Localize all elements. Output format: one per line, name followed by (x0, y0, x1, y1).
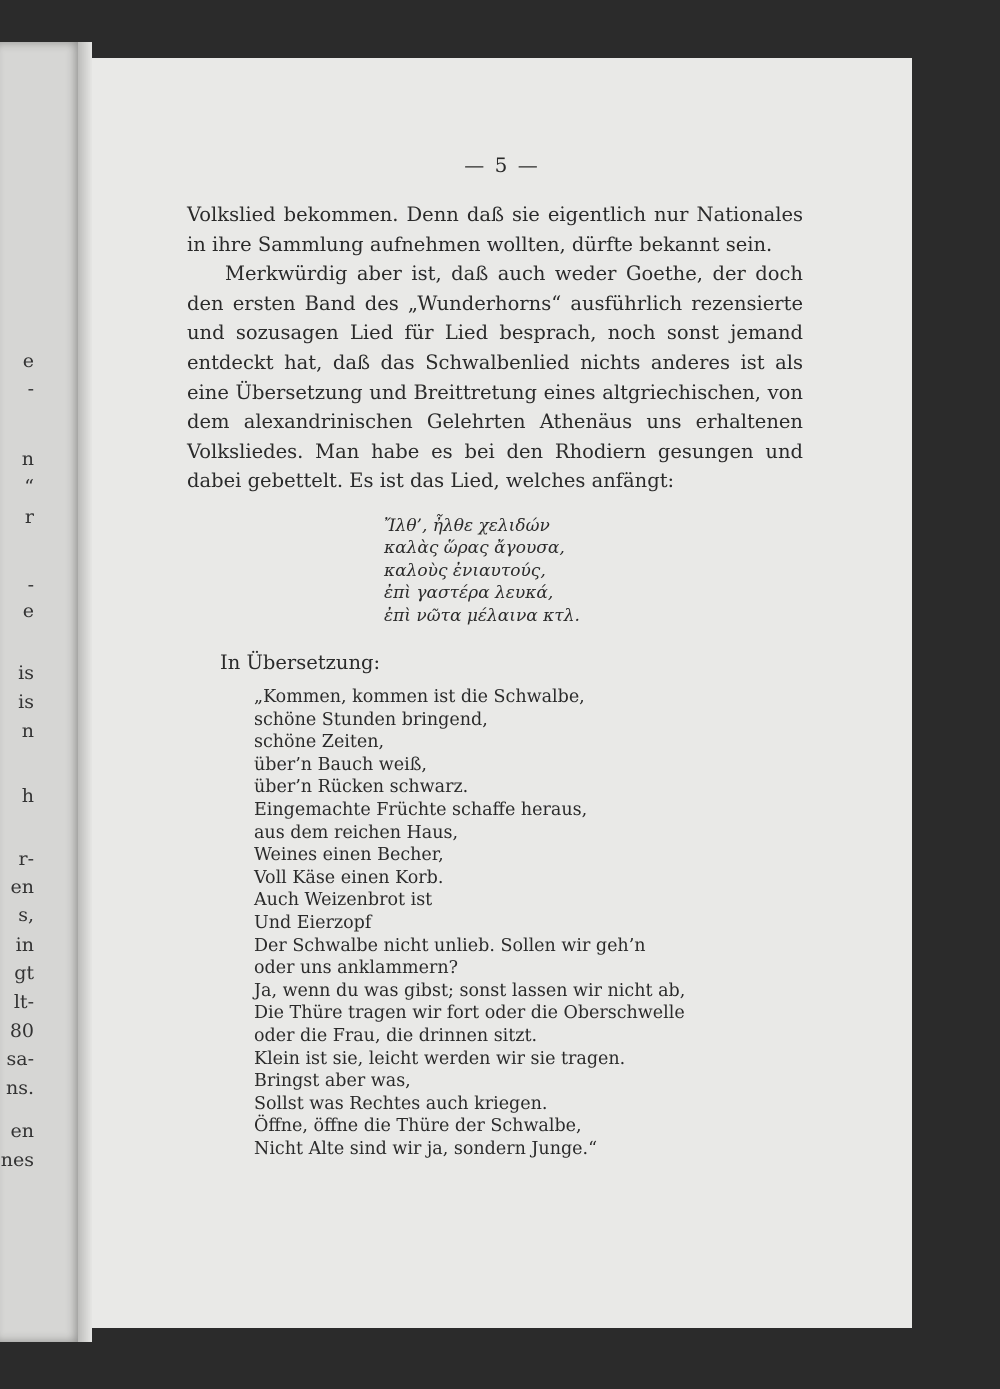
left-page-fragment: is (18, 662, 34, 684)
verse-line: Bringst aber was, (254, 1071, 411, 1092)
verse-line: oder die Frau, die drinnen sitzt. (254, 1025, 538, 1046)
verse-line: Weines einen Becher, (254, 845, 444, 866)
left-page-fragment: en (10, 876, 34, 898)
left-page-fragment: r- (18, 848, 34, 870)
verse-line: Ja, wenn du was gibst; sonst lassen wir nicht ab, (254, 980, 686, 1001)
verse-line: καλοὺς ἐνιαυτούς, (384, 560, 546, 581)
verse-line: oder uns anklammern? (254, 958, 459, 979)
verse-line: Der Schwalbe nicht unlieb. Sollen wir geh’n (254, 935, 646, 956)
verse-line: καλὰς ὥρας ἄγουσα, (384, 538, 565, 559)
left-page-fragment: “ (24, 476, 34, 498)
verse-line: Öffne, öffne die Thüre der Schwalbe, (254, 1116, 582, 1137)
verse-line: ἐπὶ γαστέρα λευκά, (384, 583, 554, 604)
left-page-fragment: - (27, 378, 34, 400)
paragraph: Merkwürdig aber ist, daß auch weder Goethe, der doch den ersten Band des „Wunderhorns“ ausführlich rezensierte und sozusagen Lied für Lied besprach, noch sonst jemand entdeckt hat, daß das Schwalbenlied nichts anderes ist als eine Übersetzung und Breittretung eines altgriechischen, von dem alexandrinischen Gelehrten Athenäus uns erhaltenen Volksliedes. Man habe es bei den Rhodiern gesungen und dabei gebettelt. Es ist das Lied, welches anfängt: (187, 262, 803, 493)
left-page-fragment: nes (0, 1149, 34, 1171)
greek-verse (384, 515, 580, 627)
left-page-fragment: n (21, 720, 34, 742)
left-page-fragment: in (15, 934, 34, 956)
verse-line: Eingemachte Früchte schaffe heraus, (254, 799, 588, 820)
paragraph: Volkslied bekommen. Denn daß sie eigentlich nur Nationales in ihre Sammlung aufnehmen wollten, dürfte bekannt sein. (187, 203, 803, 256)
translation-verse (254, 686, 685, 1160)
left-page-fragment: e (22, 350, 34, 372)
left-page-fragment: sa- (6, 1048, 34, 1070)
verse-line: Nicht Alte sind wir ja, sondern Junge.“ (254, 1138, 598, 1159)
verse-line: „Kommen, kommen ist die Schwalbe, (254, 687, 585, 707)
verse-line: Voll Käse einen Korb. (254, 867, 444, 888)
verse-line: über’n Bauch weiß, (254, 754, 427, 775)
body-text (187, 200, 803, 496)
verse-line: Die Thüre tragen wir fort oder die Oberschwelle (254, 1003, 685, 1024)
left-page-fragment: n (21, 448, 34, 470)
page-number: — 5 — (464, 153, 540, 177)
verse-line: Klein ist sie, leicht werden wir sie tragen. (254, 1048, 626, 1069)
verse-line: ἐπὶ νῶτα μέλαινα κτλ. (384, 605, 580, 626)
left-page-fragment: is (18, 691, 34, 713)
verse-line: Auch Weizenbrot ist (254, 890, 433, 911)
left-page-fragment: - (27, 574, 34, 596)
left-page-fragment: s, (18, 904, 34, 926)
left-page-fragment: e (22, 600, 34, 622)
book-gutter (78, 42, 92, 1342)
left-page-fragment: ns. (5, 1077, 34, 1099)
verse-line: schöne Stunden bringend, (254, 709, 488, 730)
left-page-edge (0, 42, 82, 1342)
verse-line: Sollst was Rechtes auch kriegen. (254, 1093, 548, 1114)
verse-line: aus dem reichen Haus, (254, 822, 459, 843)
verse-line: Und Eierzopf (254, 912, 372, 933)
left-page-fragment: en (10, 1120, 34, 1142)
book-page (92, 58, 912, 1328)
left-page-fragment: gt (14, 962, 34, 984)
left-page-fragment: r (24, 506, 34, 528)
left-page-fragment: h (21, 785, 34, 807)
left-page-fragment: lt- (13, 991, 34, 1013)
verse-line: Ἴλθ’, ἦλθε χελιδών (384, 516, 550, 536)
translation-intro: In Übersetzung: (220, 651, 381, 674)
verse-line: schöne Zeiten, (254, 732, 385, 753)
verse-line: über’n Rücken schwarz. (254, 777, 469, 798)
left-page-fragment: 80 (9, 1020, 34, 1042)
